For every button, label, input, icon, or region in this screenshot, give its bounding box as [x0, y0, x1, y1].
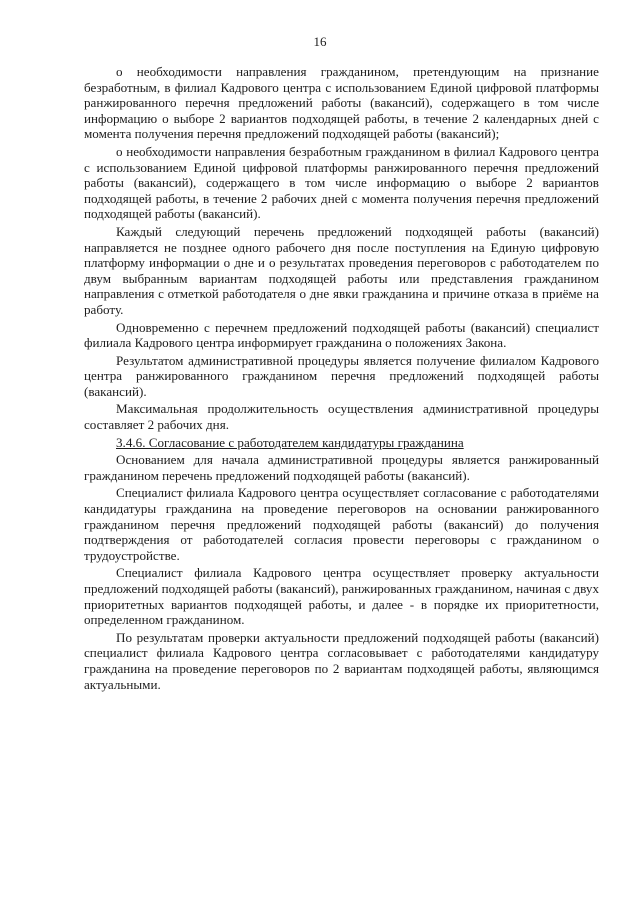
section-heading: 3.4.6. Согласование с работодателем кандидатуры гражданина [116, 434, 464, 450]
paragraph: Основанием для начала административной процедуры является ранжированный гражданином перечень предложений подходящей работы (вакансий). [84, 452, 599, 483]
paragraph: о необходимости направления гражданином, претендующим на признание безработным, в филиал Кадрового центра с использованием Единой цифровой платформы ранжированного перечня предложений работы (вакансий), содержащего в том числе информацию о выборе 2 вариантов подходящей работы, в течение 2 календарных дней с момента получения перечня предложений подходящей работы (вакансий); [84, 64, 599, 142]
paragraph: Одновременно с перечнем предложений подходящей работы (вакансий) специалист филиала Кадрового центра информирует гражданина о положениях Закона. [84, 319, 599, 351]
document-body [84, 64, 599, 694]
paragraph: По результатам проверки актуальности предложений подходящей работы (вакансий) специалист филиала Кадрового центра согласовывает с работодателями кандидатуру гражданина на проведение переговоров по 2 вариантам подходящей работы, являющимся актуальными. [84, 629, 599, 692]
paragraph: о необходимости направления безработным гражданином в филиал Кадрового центра с использованием Единой цифровой платформы ранжированного перечня предложений работы (вакансий), содержащего в том числе информацию о выборе 2 вариантов подходящей работы, в течение 2 рабочих дней с момента получения перечня предложений подходящей работы (вакансий). [84, 143, 599, 222]
paragraph: Максимальная продолжительность осуществления административной процедуры составляет 2 рабочих дня. [84, 401, 599, 433]
paragraph: Каждый следующий перечень предложений подходящей работы (вакансий) направляется не позднее одного рабочего дня после поступления на Единую цифровую платформу информации о дне и о результатах проведения переговоров с работодателем по двум выбранным вариантам подходящей работы или представления гражданином направления с отметкой работодателя о дне явки гражданина и причине отказа в приёме на работу. [84, 223, 599, 317]
paragraph: Результатом административной процедуры является получение филиалом Кадрового центра ранжированного гражданином перечня предложений подходящей работы (вакансий). [84, 352, 599, 399]
paragraph: Специалист филиала Кадрового центра осуществляет проверку актуальности предложений подходящей работы (вакансий), ранжированных гражданином, начиная с двух приоритетных вариантов подходящей работы, и далее - в порядке их приоритетности, определенном гражданином. [84, 565, 599, 628]
paragraph: Специалист филиала Кадрового центра осуществляет согласование с работодателями кандидатуры гражданина на проведение переговоров на основании ранжированного гражданином перечня предложений подходящей работы (вакансий) до получения подтверждения от работодателей согласия провести переговоры с гражданином о трудоустройстве. [84, 485, 599, 563]
page-number: 16 [313, 34, 327, 49]
